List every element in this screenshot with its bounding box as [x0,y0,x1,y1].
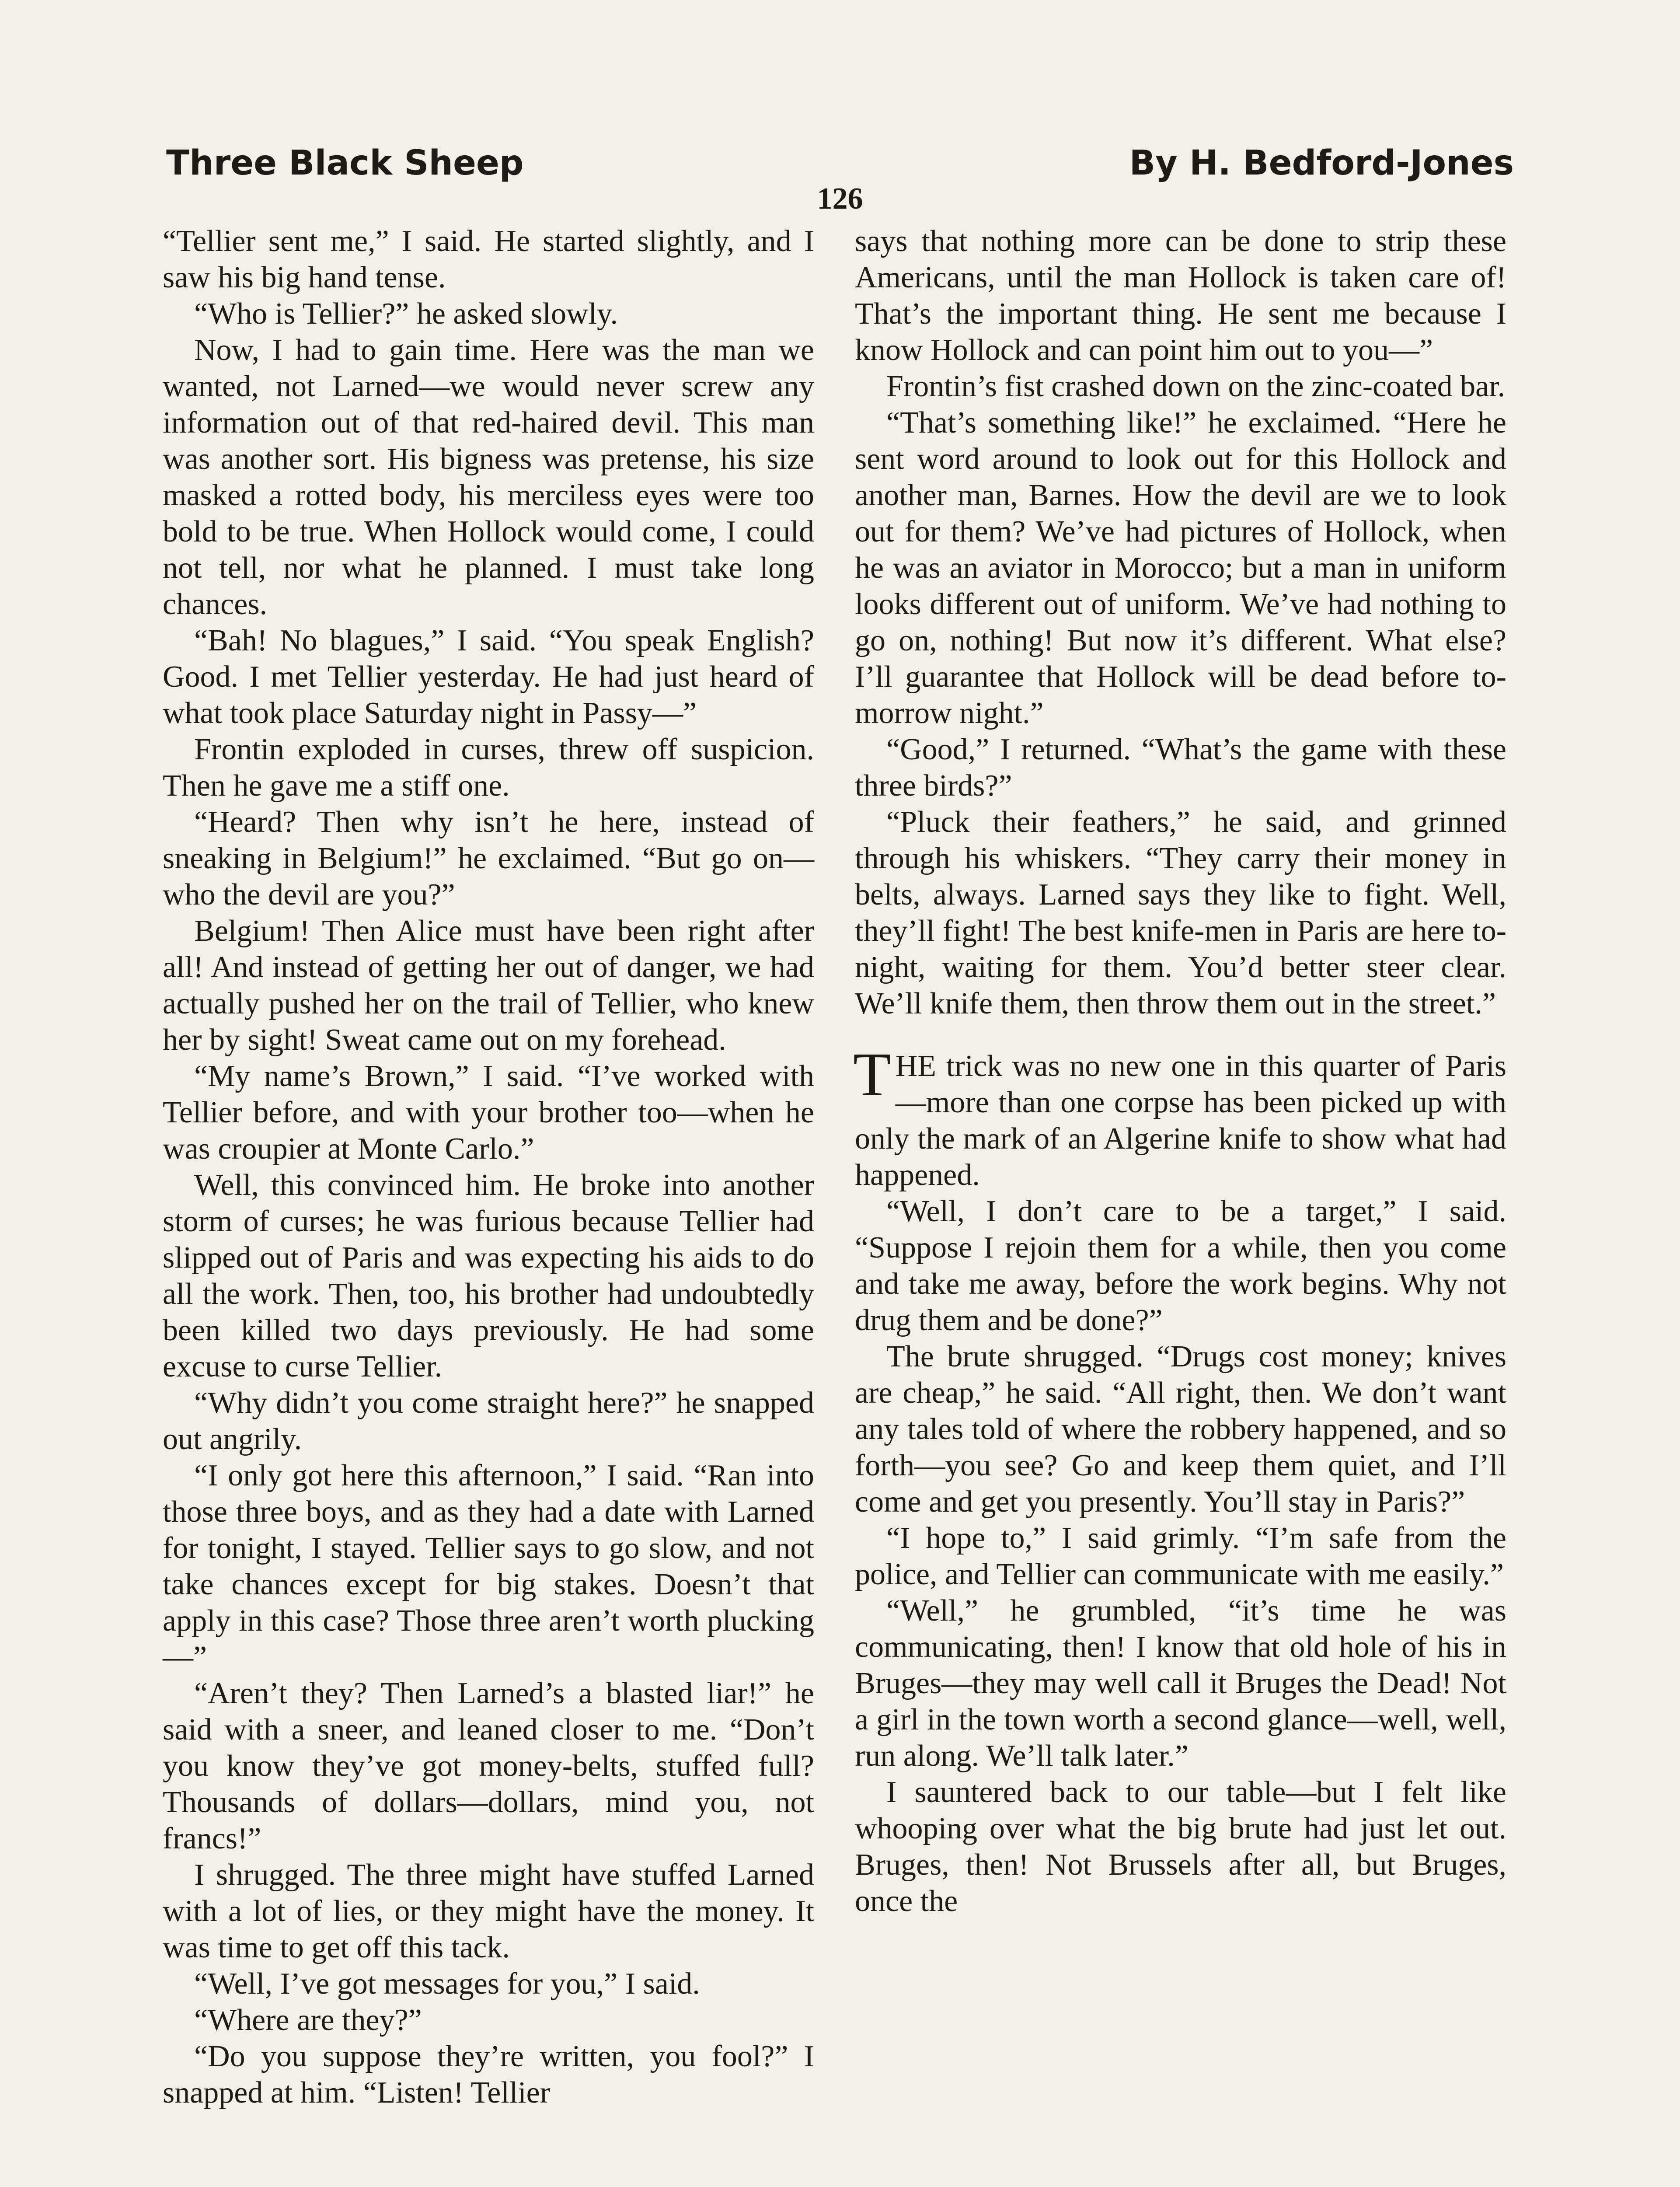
paragraph: Belgium! Then Alice must have been right after all! And instead of getting her out of danger, we had actually pushed her on the trail of Tellier, who knew her by sight! Sweat came out on my forehead. [163,914,814,1057]
dropcap-text: HE trick was no new one in this quarter of Paris—more than one corpse has been picked up with only the mark of an Algerine knife to show what had happened. [855,1049,1506,1192]
paragraph: “I only got here this afternoon,” I said. “Ran into those three boys, and as they had a date with Larned for tonight, I stayed. Tellier says to go slow, and not take chances except for big stakes. Doesn’t that apply in this case? Those three aren’t worth plucking—” [163,1459,814,1674]
paragraph: Frontin’s fist crashed down on the zinc-coated bar. [886,370,1506,403]
paragraph: Well, this convinced him. He broke into another storm of curses; he was furious because Tellier had slipped out of Paris and was expecting his aids to do all the work. Then, too, his brother had undoubtedly been killed two days previously. He had some excuse to curse Tellier. [163,1168,814,1383]
paragraph: “Heard? Then why isn’t he here, instead of sneaking in Belgium!” he exclaimed. “But go on—who the devil are you?” [163,805,814,912]
paragraph: I sauntered back to our table—but I felt like whooping over what the big brute had just let out. Bruges, then! Not Brussels after all, but Bruges, once the [855,1775,1506,1918]
paragraph: “Well, I don’t care to be a target,” I said. “Suppose I rejoin them for a while, then you come and take me away, before the work begins. Why not drug them and be done?” [855,1195,1506,1337]
story-author: By H. Bedford-Jones [1129,143,1514,183]
page-number: 126 [817,182,863,216]
drop-cap: T [853,1040,891,1109]
paragraph: “Well, I’ve got messages for you,” I said. [194,1967,700,2001]
paragraph: “Good,” I returned. “What’s the game with these three birds?” [855,733,1506,803]
left-column [163,223,814,2111]
paragraph: “Pluck their feathers,” he said, and grinned through his whiskers. “They carry their money in belts, always. Larned says they like to fight. Well, they’ll fight! The best knife-men in Paris are here to-night, waiting for them. You’d better steer clear. We’ll knife them, then throw them out in the street.” [855,805,1506,1020]
paragraph: I shrugged. The three might have stuffed Larned with a lot of lies, or they might have the money. It was time to get off this tack. [163,1858,814,1964]
paragraph: “Well,” he grumbled, “it’s time he was communicating, then! I know that old hole of his in Bruges—they may well call it Bruges the Dead! Not a girl in the town worth a second glance—well, well, run along. We’ll talk later.” [855,1594,1506,1773]
paragraph: “Tellier sent me,” I said. He started slightly, and I saw his big hand tense. [163,224,814,294]
paragraph: “Aren’t they? Then Larned’s a blasted liar!” he said with a sneer, and leaned closer to me. “Don’t you know they’ve got money-belts, stuffed full? Thousands of dollars—dollars, mind you, not francs!” [163,1677,814,1855]
paragraph: The brute shrugged. “Drugs cost money; knives are cheap,” he said. “All right, then. We don’t want any tales told of where the robbery happened, and so forth—you see? Go and keep them quiet, and I’ll come and get you presently. You’ll stay in Paris?” [855,1340,1506,1519]
paragraph: “Do you suppose they’re written, you fool?” I snapped at him. “Listen! Tellier [163,2040,814,2110]
paragraph: Frontin exploded in curses, threw off suspicion. Then he gave me a stiff one. [163,733,814,803]
paragraph: “Where are they?” [194,2003,422,2037]
paragraph: “Who is Tellier?” he asked slowly. [194,297,618,331]
paragraph: “Bah! No blagues,” I said. “You speak English? Good. I met Tellier yesterday. He had just heard of what took place Saturday night in Passy—” [163,624,814,730]
paragraph-continued: says that nothing more can be done to strip these Americans, until the man Hollock is taken care of! That’s the important thing. He sent me because I know Hollock and can point him out to you—” [855,224,1506,367]
story-title: Three Black Sheep [166,143,524,183]
section-opening-paragraph [853,1040,1506,1193]
paragraph: “I hope to,” I said grimly. “I’m safe from the police, and Tellier can communicate with me easily.” [855,1521,1506,1591]
paragraph: “That’s something like!” he exclaimed. “Here he sent word around to look out for this Hollock and another man, Barnes. How the devil are we to look out for them? We’ve had pictures of Hollock, when he was an aviator in Morocco; but a man in uniform looks different out of uniform. We’ve had nothing to go on, nothing! But now it’s different. What else? I’ll guarantee that Hollock will be dead before to-morrow night.” [855,406,1506,730]
paragraph: “My name’s Brown,” I said. “I’ve worked with Tellier before, and with your brother too—when he was croupier at Monte Carlo.” [163,1059,814,1166]
right-column [855,223,1506,1919]
paragraph: “Why didn’t you come straight here?” he snapped out angrily. [163,1386,814,1456]
paragraph: Now, I had to gain time. Here was the man we wanted, not Larned—we would never screw any information out of that red-haired devil. This man was another sort. His bigness was pretense, his size masked a rotted body, his merciless eyes were too bold to be true. When Hollock would come, I could not tell, nor what he planned. I must take long chances. [163,333,814,621]
